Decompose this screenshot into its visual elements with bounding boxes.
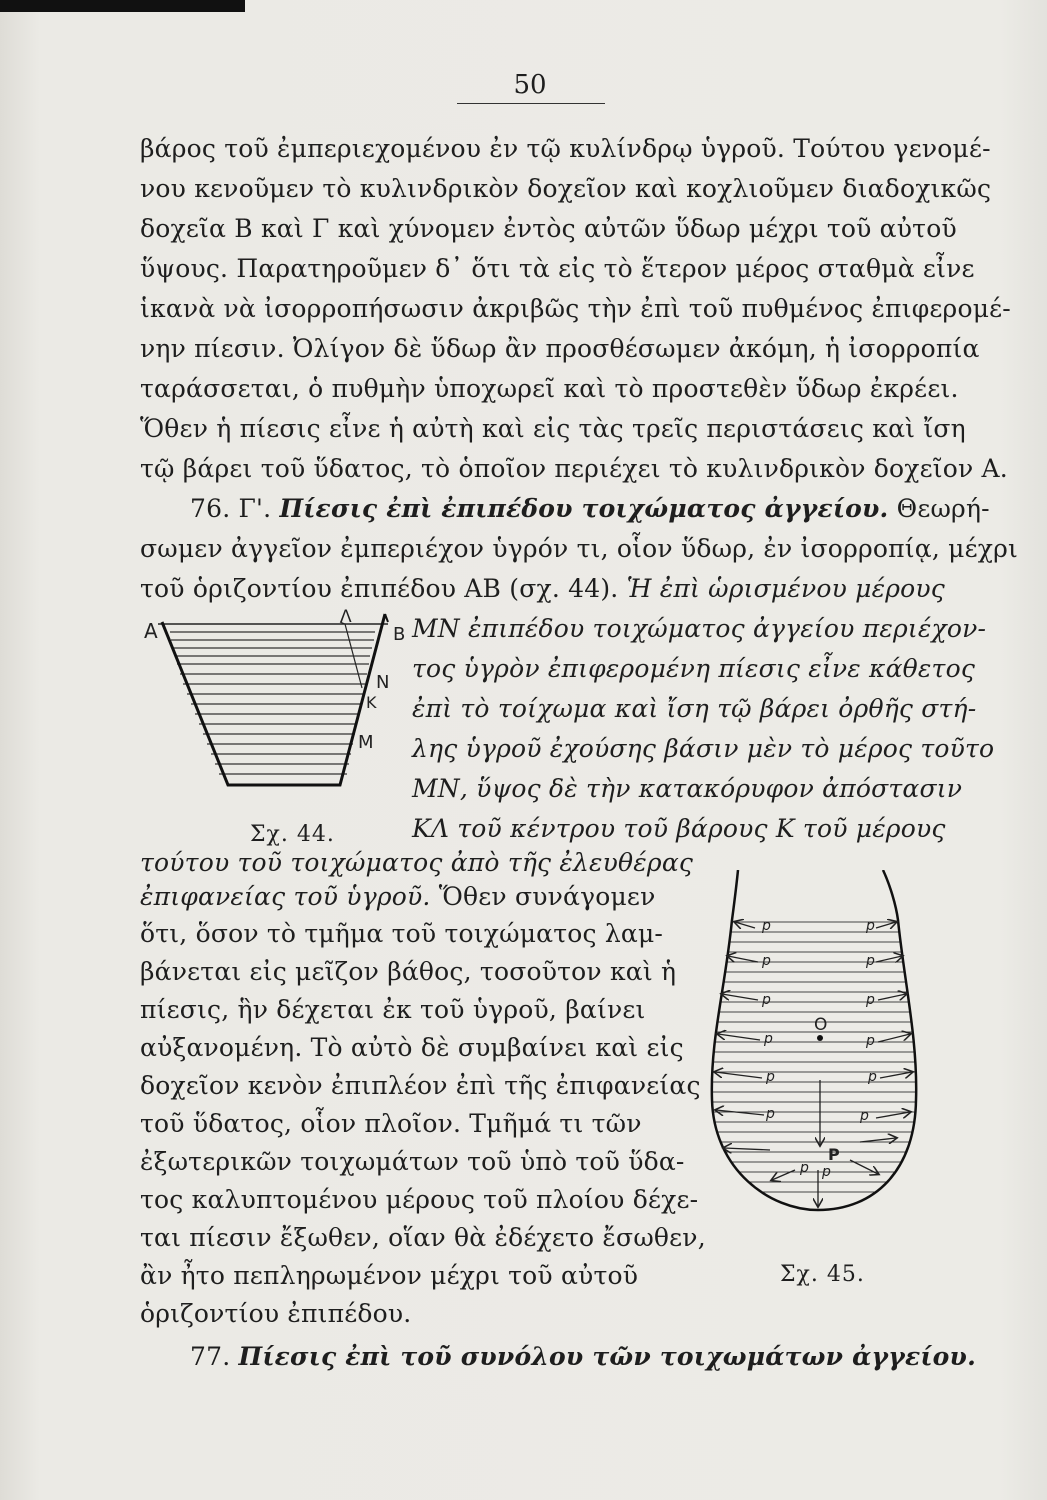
label-p: p — [868, 1069, 877, 1085]
text-line: ὁριζοντίου ἐπιπέδου. — [140, 1299, 412, 1328]
label-p: p — [866, 953, 875, 969]
label-Lambda: Λ — [340, 607, 352, 627]
text-line: τούτου τοῦ τοιχώματος ἀπὸ τῆς ἐλευθέρας — [140, 848, 694, 877]
section-number: 76. Γ'. — [190, 494, 272, 523]
label-p: p — [822, 1164, 831, 1180]
label-p: p — [762, 918, 771, 934]
label-p: p — [800, 1160, 809, 1176]
label-p: p — [860, 1108, 869, 1124]
text-line: σωμεν ἀγγεῖον ἐμπεριέχον ὑγρόν τι, οἷον ὕδωρ, ἐν ἰσορροπίᾳ, μέχρι — [140, 534, 1018, 563]
figure-45-caption: Σχ. 45. — [780, 1262, 865, 1287]
text-line: τος ὑγρὸν ἐπιφερομένη πίεσις εἶνε κάθετος — [412, 654, 976, 683]
text-line: ΜΝ, ὕψος δὲ τὴν κατακόρυφον ἀπόστασιν — [412, 774, 963, 803]
text-line: Ὅθεν ἡ πίεσις εἶνε ἡ αὐτὴ καὶ εἰς τὰς τρεῖς περιστάσεις καὶ ἴση — [140, 414, 966, 443]
section-number: 77. — [190, 1342, 231, 1371]
text-line: νου κενοῦμεν τὸ κυλινδρικὸν δοχεῖον καὶ κοχλιοῦμεν διαδοχικῶς — [140, 174, 992, 203]
label-p: p — [766, 1106, 775, 1122]
header-rule — [457, 103, 605, 104]
figure-45-vessel — [700, 870, 930, 1215]
label-p: p — [766, 1069, 775, 1085]
text-italic: ἐπιφανείας τοῦ ὑγροῦ. — [140, 882, 431, 911]
text-line: νην πίεσιν. Ὀλίγον δὲ ὕδωρ ἂν προσθέσωμεν ἀκόμη, ἡ ἰσορροπία — [140, 334, 980, 363]
label-M: M — [358, 732, 374, 753]
section-title: Πίεσις ἐπὶ τοῦ συνόλου τῶν τοιχωμάτων ἀγγείου. — [238, 1342, 976, 1371]
label-P: P — [828, 1145, 840, 1164]
text-line: ΚΛ τοῦ κέντρου τοῦ βάρους Κ τοῦ μέρους — [412, 814, 946, 843]
label-p: p — [762, 953, 771, 969]
text-line: ἐξωτερικῶν τοιχωμάτων τοῦ ὑπὸ τοῦ ὕδα- — [140, 1147, 685, 1176]
text-line: ἂν ἦτο πεπληρωμένον μέχρι τοῦ αὐτοῦ — [140, 1261, 639, 1290]
text-italic: Ἡ ἐπὶ ὡρισμένου μέρους — [626, 574, 945, 603]
label-p: p — [764, 1031, 773, 1047]
text-line: δοχεῖον κενὸν ἐπιπλέον ἐπὶ τῆς ἐπιφανείας — [140, 1071, 701, 1100]
text-line: τος καλυπτομένου μέρους τοῦ πλοίου δέχε- — [140, 1185, 699, 1214]
label-O: O — [814, 1015, 828, 1035]
text-line: ὅτι, ὅσον τὸ τμῆμα τοῦ τοιχώματος λαμ- — [140, 919, 664, 948]
label-p: p — [762, 992, 771, 1008]
label-K: K — [366, 693, 377, 712]
text-line: βάρος τοῦ ἐμπεριεχομένου ἐν τῷ κυλίνδρῳ ὑγροῦ. Τούτου γενομέ- — [140, 134, 991, 163]
text-line: τῷ βάρει τοῦ ὕδατος, τὸ ὁποῖον περιέχει τὸ κυλινδρικὸν δοχεῖον Α. — [140, 454, 1008, 483]
text-line: λης ὑγροῦ ἐχούσης βάσιν μὲν τὸ μέρος τοῦτο — [412, 734, 995, 763]
text-line: ἐπὶ τὸ τοίχωμα καὶ ἴση τῷ βάρει ὀρθῆς στή- — [412, 694, 977, 723]
section-title: Πίεσις ἐπὶ ἐπιπέδου τοιχώματος ἀγγείου. — [279, 494, 889, 523]
text-line: τοῦ ὕδατος, οἷον πλοῖον. Τμῆμά τι τῶν — [140, 1109, 642, 1138]
label-p: p — [866, 918, 875, 934]
label-A: A — [144, 619, 158, 643]
section-76-heading — [190, 492, 990, 526]
text-line: ΜΝ ἐπιπέδου τοιχώματος ἀγγείου περιέχον- — [412, 614, 987, 643]
label-N: N — [376, 672, 390, 693]
text-plain: Ὅθεν συνάγομεν — [438, 882, 656, 911]
figure-44-caption: Σχ. 44. — [250, 822, 335, 847]
label-p: p — [866, 992, 875, 1008]
label-B: B — [393, 624, 406, 645]
text-line: ἱκανὰ νὰ ἰσορροπήσωσιν ἀκριβῶς τὴν ἐπὶ τοῦ πυθμένος ἐπιφερομέ- — [140, 294, 1011, 323]
text-line: πίεσις, ἣν δέχεται ἐκ τοῦ ὑγροῦ, βαίνει — [140, 995, 646, 1024]
text-line: ται πίεσιν ἔξωθεν, οἵαν θὰ ἐδέχετο ἔσωθεν, — [140, 1223, 706, 1252]
text-line: αὐξανομένη. Τὸ αὐτὸ δὲ συμβαίνει καὶ εἰς — [140, 1033, 684, 1062]
text-line: δοχεῖα Β καὶ Γ καὶ χύνομεν ἐντὸς αὐτῶν ὕδωρ μέχρι τοῦ αὐτοῦ — [140, 214, 957, 243]
text-line: ταράσσεται, ὁ πυθμὴν ὑποχωρεῖ καὶ τὸ προστεθὲν ὕδωρ ἐκρέει. — [140, 374, 959, 403]
figure-44-vessel — [140, 600, 410, 825]
text-line: βάνεται εἰς μεῖζον βάθος, τοσοῦτον καὶ ἡ — [140, 957, 677, 986]
section-title-tail: Θεωρή- — [896, 494, 990, 523]
label-p: p — [866, 1033, 875, 1049]
text-line: ὕψους. Παρατηροῦμεν δ᾽ ὅτι τὰ εἰς τὸ ἕτερον μέρος σταθμὰ εἶνε — [140, 254, 975, 283]
text-plain: τοῦ ὁριζοντίου ἐπιπέδου ΑΒ (σχ. 44). — [140, 574, 619, 603]
scan-corner-mark — [0, 0, 245, 12]
page-number: 50 — [513, 70, 547, 100]
section-77-heading — [190, 1340, 976, 1374]
text-line — [140, 880, 655, 914]
